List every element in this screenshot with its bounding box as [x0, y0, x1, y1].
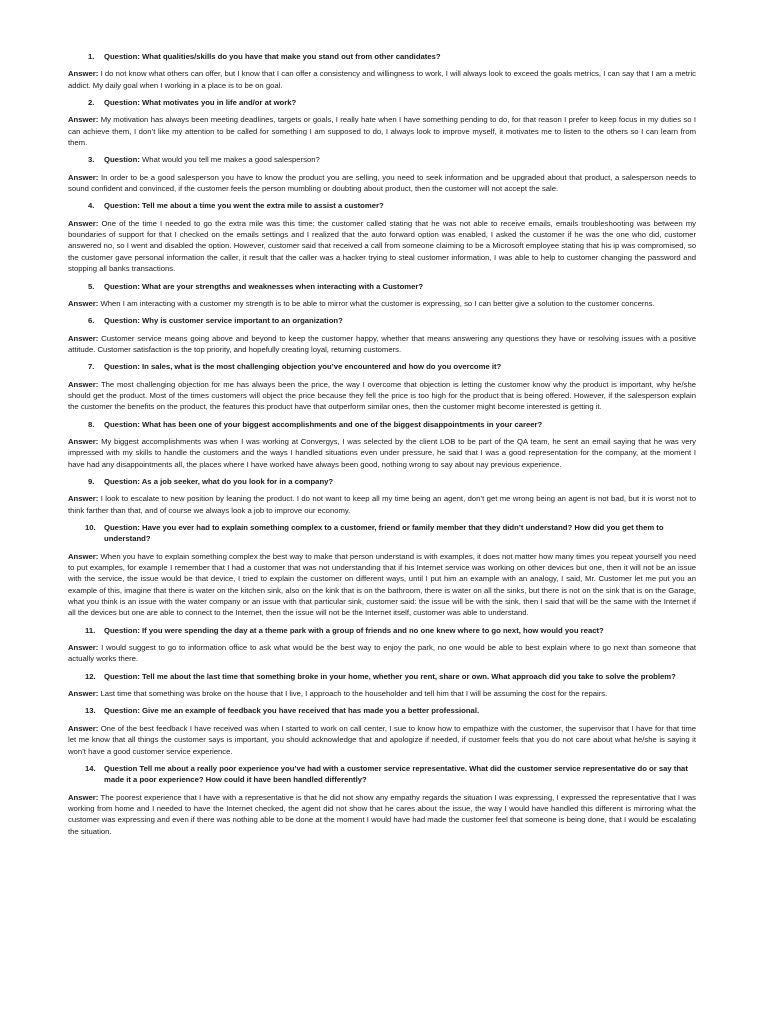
- answer-text: I look to escalate to new position by leaning the product. I do not want to keep all my time being an agent, don’t get me wrong being an agent is not bad, but it is worst not to think farther than that, and of course we always look a job to improve our economy.: [68, 494, 696, 515]
- answer-text: The most challenging objection for me has always been the price, the way I overcome that objection is letting the customer know why the product is important, why he/she should get the product. Most of the times customers will object the price because they fell the price is too high for the product that is being offered. However, if the salesperson explain the customer the benefits on the product, the features this product have that outperform similar ones, then the customer might become interested is getting it.: [68, 379, 696, 412]
- question: [68, 522, 696, 545]
- question-text: Tell me about a really poor experience you’ve had with a customer service representative. What did the customer service representative do or say that made it a poor experience? How could it have been handled differently?: [104, 763, 688, 785]
- question-number: 13.: [85, 706, 96, 716]
- question: [68, 705, 696, 716]
- question-number: 2.: [88, 98, 95, 108]
- answer-text: Last time that something was broke on the house that I live, I approach to the householder and tell him that I will be assuming the cost for the repairs.: [100, 689, 608, 699]
- question-number: 4.: [88, 201, 95, 211]
- answer: [68, 379, 696, 413]
- answer: [68, 298, 696, 309]
- qa-item: [68, 763, 696, 837]
- question-label: Question:: [104, 706, 140, 716]
- question-text: Tell me about a time you went the extra mile to assist a customer?: [142, 201, 384, 211]
- answer: [68, 114, 696, 148]
- answer-label: Answer:: [68, 333, 99, 343]
- answer-text: My biggest accomplishments was when I was working at Convergys, I was selected by the client LOB to be part of the QA team, he sent an email saying that he was very impressed with my skills to handle the customers and the ways I handled situations even under pressure, he said that I was a good representation for the company, at the moment I have had any disappointments all, the places where I have worked have always been good, nothing wrong to say about nay previous experience.: [68, 436, 696, 469]
- question-label: Question:: [104, 419, 140, 429]
- answer: [68, 436, 696, 470]
- question-label: Question:: [104, 155, 140, 165]
- answer-text: I would suggest to go to information office to ask what would be the best way to enjoy the park, no one would be able to best explain where to go next than someone that actually works there.: [68, 643, 697, 664]
- qa-item: [68, 315, 696, 355]
- question-number: 12.: [85, 671, 96, 681]
- question-text: As a job seeker, what do you look for in a company?: [141, 476, 334, 486]
- answer: [68, 723, 696, 757]
- question-text: Tell me about the last time that something broke in your home, whether you rent, share or own. What approach did you take to solve the problem?: [142, 671, 676, 681]
- qa-item: [68, 281, 696, 310]
- question-label: Question:: [104, 362, 140, 372]
- question-label: Question:: [104, 281, 140, 291]
- answer: [68, 68, 696, 91]
- question: [68, 476, 696, 487]
- question-number: 7.: [88, 362, 95, 372]
- answer-label: Answer:: [68, 436, 99, 446]
- question: [68, 315, 696, 326]
- answer: [68, 792, 696, 837]
- question-text: What qualities/skills do you have that make you stand out from other candidates?: [142, 52, 441, 61]
- qa-item: [68, 625, 696, 665]
- question-label: Question: [104, 763, 138, 773]
- question-text: Have you ever had to explain something complex to a customer, friend or family member that they didn’t understand? How did you get them to understand?: [104, 523, 664, 544]
- answer: [68, 172, 696, 195]
- question-label: Question:: [104, 625, 140, 635]
- answer-text: The poorest experience that I have with a representative is that he did not show any empathy regards the situation I was expressing, I expressed the representative that I was working from home and I needed to have the Internet checked, the agent did not show that he cares about the issue, the way I would have handled this different is mirroring what the customer was expressing and even if there was nothing able to be done at the moment I would have had made the customer feel that someone is being done, that I would be escalating the situation.: [68, 792, 696, 836]
- question-number: 6.: [88, 316, 95, 326]
- document-page: [68, 51, 696, 843]
- question-label: Question:: [104, 201, 140, 211]
- answer-label: Answer:: [68, 551, 99, 561]
- question-number: 8.: [88, 419, 95, 429]
- question: [68, 97, 696, 108]
- question-text: What would you tell me makes a good salesperson?: [142, 155, 320, 165]
- question-label: Question:: [104, 523, 140, 532]
- answer: [68, 642, 696, 665]
- answer-label: Answer:: [68, 689, 99, 699]
- question-number: 5.: [88, 281, 95, 291]
- qa-item: [68, 97, 696, 148]
- answer-label: Answer:: [68, 218, 99, 228]
- answer-text: When you have to explain something complex the best way to make that person understand is with examples, it does not matter how many times you repeat yourself you need to put examples, for example I remember that I had a customer that was not understanding that if his Internet service was working on other devices but one, then it will not be an issue with the service, the issue would be that device, I tried to explain the customer on different ways, until I put him an example with an analogy, I said, Mr. Customer let me put you an example of this, imagine that there is water on the kitchen sink, also on the kink that is on the bathroom, there is water on all the sinks, but there is not on the sink that is on the Garage, what you think is an issue with the water company or an issue with that particular sink, customer said: the issue will be with the sink, then I said that will be the same with the Internet if all the devices but one are able to connect to the Internet, then the issue will not be the Internet itself, customer was able to understand.: [68, 551, 696, 618]
- answer-label: Answer:: [68, 494, 99, 504]
- qa-item: [68, 476, 696, 516]
- answer-text: When I am interacting with a customer my strength is to be able to mirror what the customer is expressing, so I can better give a solution to the customer concerns.: [100, 298, 655, 308]
- question-text: Why is customer service important to an organization?: [142, 316, 343, 326]
- qa-item: [68, 705, 696, 756]
- question: [68, 419, 696, 430]
- answer-label: Answer:: [68, 379, 99, 389]
- question: [68, 154, 696, 165]
- answer-label: Answer:: [68, 298, 99, 308]
- answer: [68, 551, 696, 619]
- question: [68, 625, 696, 636]
- answer-label: Answer:: [68, 643, 99, 653]
- answer-label: Answer:: [68, 69, 99, 79]
- answer-text: My motivation has always been meeting deadlines, targets or goals, I really hate when I have something pending to do, for that reason I prefer to keep focus in my duties so I can achieve them, I don’t like my attention to be called for something I am supposed to do, I always look to improve myself, it motivates me to listen to the others so I can learn from them.: [68, 115, 696, 148]
- question: [68, 763, 696, 786]
- question-number: 1.: [88, 52, 95, 61]
- question-label: Question:: [104, 52, 140, 61]
- question-label: Question:: [104, 476, 140, 486]
- question-text: In sales, what is the most challenging objection you’ve encountered and how do you overcome it?: [142, 362, 502, 372]
- qa-item: [68, 522, 696, 619]
- question-text: What are your strengths and weaknesses when interacting with a Customer?: [142, 281, 424, 291]
- answer-label: Answer:: [68, 172, 99, 182]
- question-number: 11.: [85, 625, 96, 635]
- question-label: Question:: [104, 316, 140, 326]
- question-number: 10.: [85, 523, 96, 532]
- question: [68, 361, 696, 372]
- qa-item: [68, 200, 696, 274]
- answer-text: Customer service means going above and beyond to keep the customer happy, whether that means answering any questions they have or resolving issues with a positive attitude. Customer satisfaction is the top priority, and hopefully creating loyal, returning customers.: [68, 333, 696, 354]
- answer: [68, 218, 696, 275]
- question: [68, 671, 696, 682]
- question-label: Question:: [104, 671, 140, 681]
- answer: [68, 688, 696, 699]
- answer-text: I do not know what others can offer, but I know that I can offer a consistency and willingness to work, I will always look to exceed the goals metrics, I can say that I am a metric addict. My daily goal when I working in a place is to be on goal.: [68, 69, 697, 90]
- question-text: What has been one of your biggest accomplishments and one of the biggest disappointments in your career?: [142, 419, 543, 429]
- question: [68, 200, 696, 211]
- question: [68, 51, 696, 62]
- answer-label: Answer:: [68, 792, 99, 802]
- qa-item: [68, 51, 696, 91]
- answer: [68, 333, 696, 356]
- question-label: Question:: [104, 98, 140, 108]
- question-text: What motivates you in life and/or at work?: [142, 98, 297, 108]
- question-number: 9.: [88, 476, 95, 486]
- question-number: 14.: [85, 763, 96, 773]
- question-text: If you were spending the day at a theme park with a group of friends and no one knew where to go next, how would you react?: [142, 625, 604, 635]
- answer-text: In order to be a good salesperson you have to know the product you are selling, you need to seek information and be upgraded about that product, a salesperson needs to sound confident and convinced, if the customer feels the person mumbling or doubting about product, then the customer will not accept the sale.: [68, 172, 696, 194]
- question-number: 3.: [88, 155, 95, 165]
- question: [68, 281, 696, 292]
- qa-item: [68, 419, 696, 470]
- answer-text: One of the best feedback I have received was when I started to work on call center, I sue to know how to empathize with the customer, the supervisor that I have for that time let me know that all things the customer says is important, you should acknowledge that and apologize if needed, if customer feels that you do not care about what he/she is saying it won’t have a good customer service experience.: [68, 723, 696, 756]
- answer-label: Answer:: [68, 723, 99, 733]
- qa-item: [68, 154, 696, 194]
- qa-item: [68, 671, 696, 700]
- answer: [68, 493, 696, 516]
- answer-label: Answer:: [68, 115, 99, 125]
- qa-item: [68, 361, 696, 412]
- question-text: Give me an example of feedback you have received that has made you a better professional.: [142, 706, 480, 716]
- answer-text: One of the time I needed to go the extra mile was this time: the customer called stating that he was not able to receive emails, emails troubleshooting was between my boundaries of support for that I checked on the emails settings and I realized that the auto forward option was enabled, I asked the customer if he was the one who did, customer answered no, so I went and disabled the option. However, customer said that received a call from someone claiming to be a Microsoft employee stating that his ip was compromised, so the customer gave personal information the caller, it result that the caller was a hacker trying to steal customer information, I was able to help to customer changing the password and stopping all banks transactions.: [68, 218, 696, 274]
